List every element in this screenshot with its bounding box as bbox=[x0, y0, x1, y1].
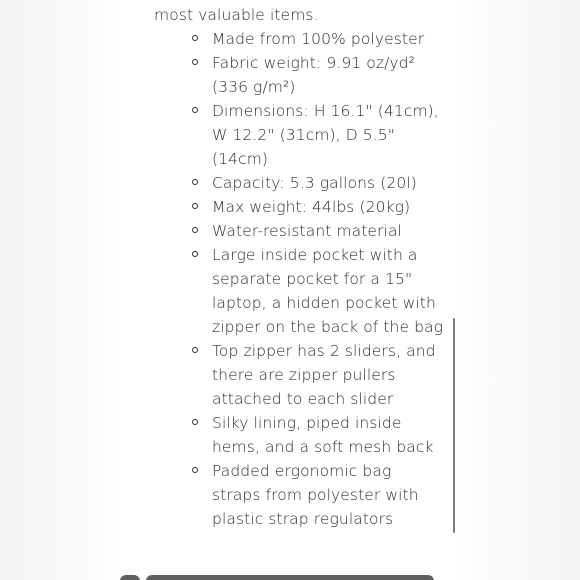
feature-text: Padded ergonomic bag straps from polyester with plastic strap regulators bbox=[212, 462, 419, 528]
feature-text: Large inside pocket with a separate pocket for a 15" laptop, a hidden pocket with zipper on the back of the bag bbox=[212, 246, 444, 336]
bottom-toolbar[interactable] bbox=[146, 575, 434, 580]
list-item bbox=[154, 243, 444, 339]
list-item bbox=[154, 171, 444, 195]
feature-text: Dimensions: H 16.1" (41cm), W 12.2" (31cm), D 5.5" (14cm) bbox=[212, 102, 439, 168]
product-description bbox=[154, 0, 444, 531]
description-panel bbox=[123, 0, 457, 580]
list-item bbox=[154, 99, 444, 171]
list-item bbox=[154, 27, 444, 51]
feature-text: Top zipper has 2 sliders, and there are zipper pullers attached to each slider bbox=[212, 342, 436, 408]
feature-text: Water-resistant material bbox=[212, 222, 402, 240]
bullet-icon bbox=[192, 251, 198, 257]
bullet-icon bbox=[192, 179, 198, 185]
bottom-control[interactable] bbox=[120, 575, 140, 580]
list-item bbox=[154, 195, 444, 219]
list-item bbox=[154, 411, 444, 459]
scrollbar-thumb[interactable] bbox=[453, 318, 455, 533]
feature-text: Made from 100% polyester bbox=[212, 30, 425, 48]
feature-text: Silky lining, piped inside hems, and a soft mesh back bbox=[212, 414, 434, 456]
feature-text: Max weight: 44lbs (20kg) bbox=[212, 198, 411, 216]
bullet-icon bbox=[192, 419, 198, 425]
feature-text: Fabric weight: 9.91 oz/yd² (336 g/m²) bbox=[212, 54, 415, 96]
bullet-icon bbox=[192, 347, 198, 353]
bullet-icon bbox=[192, 467, 198, 473]
intro-line: most valuable items. bbox=[154, 6, 319, 24]
bullet-icon bbox=[192, 59, 198, 65]
feature-text: Capacity: 5.3 gallons (20l) bbox=[212, 174, 417, 192]
bullet-icon bbox=[192, 203, 198, 209]
bullet-icon bbox=[192, 227, 198, 233]
list-item bbox=[154, 51, 444, 99]
list-item bbox=[154, 219, 444, 243]
feature-list bbox=[154, 27, 444, 531]
list-item bbox=[154, 459, 444, 531]
bullet-icon bbox=[192, 35, 198, 41]
list-item bbox=[154, 339, 444, 411]
bullet-icon bbox=[192, 107, 198, 113]
